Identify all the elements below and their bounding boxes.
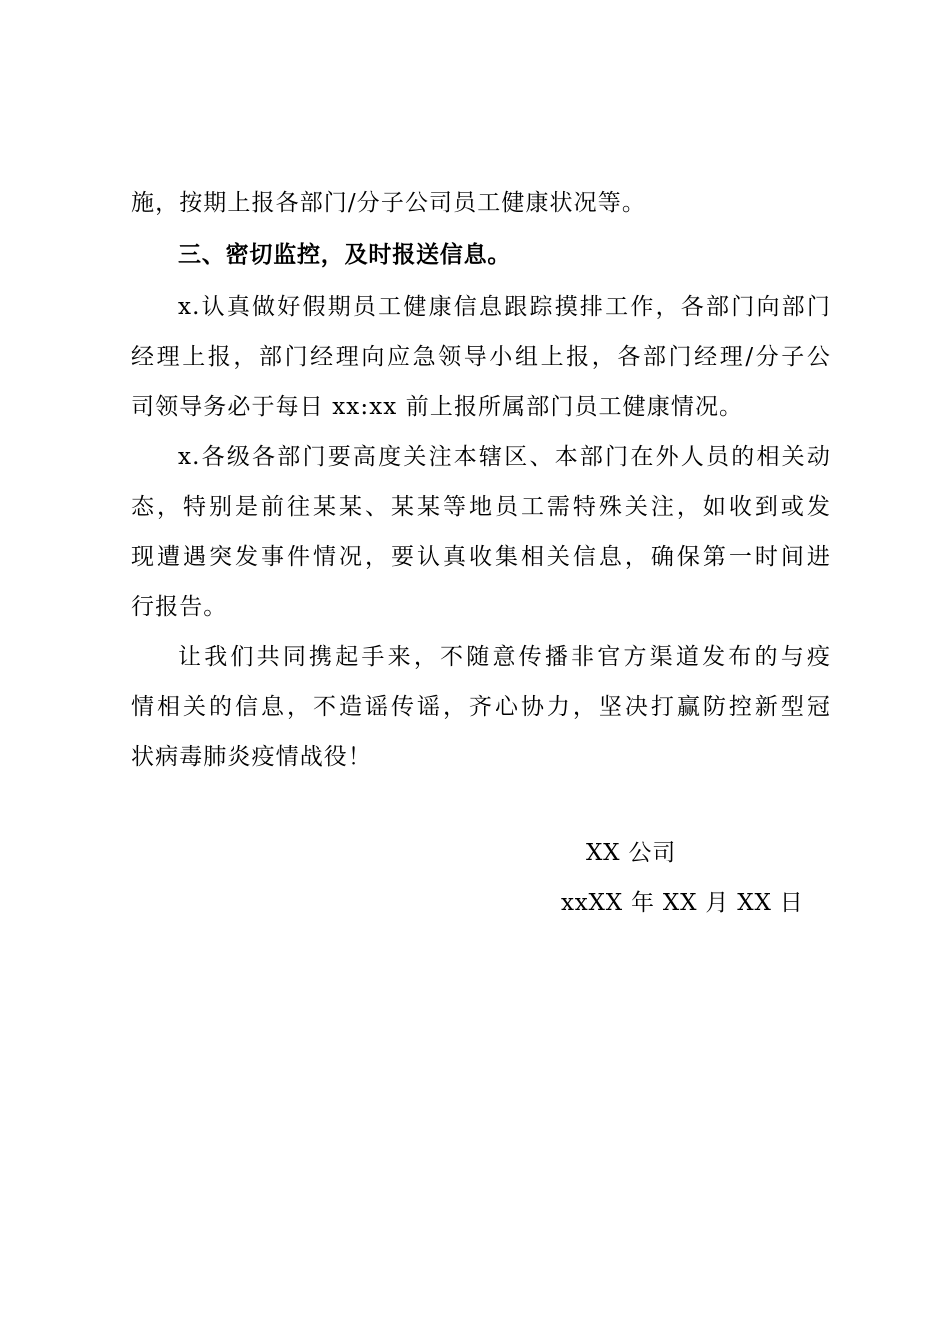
section-heading: 三、密切监控，及时报送信息。 [178,242,512,268]
paragraph-line: 施，按期上报各部门/分子公司员工健康状况等。 [131,190,646,216]
paragraph-line: 状病毒肺炎疫情战役！ [131,744,372,770]
signature-company: XX 公司 [586,840,677,866]
paragraph-line: 态，特别是前往某某、某某等地员工需特殊关注，如收到或发 [131,494,831,520]
paragraph-line: 经理上报，部门经理向应急领导小组上报，各部门经理/分子公 [131,344,831,370]
paragraph-line: 司领导务必于每日 xx:xx 前上报所属部门员工健康情况。 [131,394,744,420]
paragraph-line: x.认真做好假期员工健康信息跟踪摸排工作，各部门向部门 [178,294,831,320]
paragraph-line: 行报告。 [131,594,228,620]
signature-date: xxXX 年 XX 月 XX 日 [561,890,804,916]
paragraph-line: x.各级各部门要高度关注本辖区、本部门在外人员的相关动 [178,444,831,470]
paragraph-line: 情相关的信息，不造谣传谣，齐心协力，坚决打赢防控新型冠 [131,694,831,720]
paragraph-line: 让我们共同携起手来，不随意传播非官方渠道发布的与疫 [178,644,831,670]
paragraph-line: 现遭遇突发事件情况，要认真收集相关信息，确保第一时间进 [131,544,831,570]
